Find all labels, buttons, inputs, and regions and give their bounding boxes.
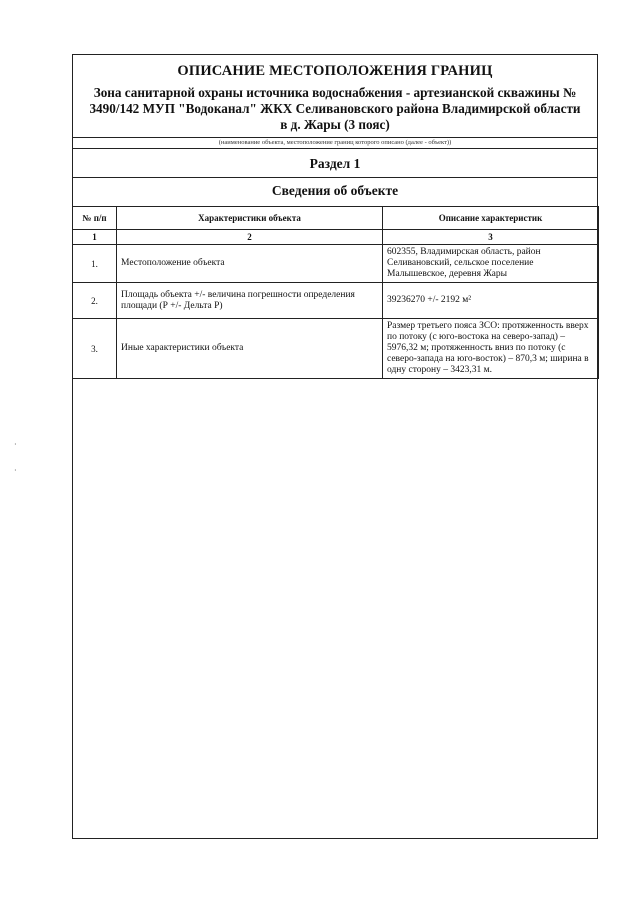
document-frame xyxy=(72,54,598,839)
row-number: 3. xyxy=(73,319,117,379)
row-number: 1. xyxy=(73,245,117,283)
column-header: № п/п xyxy=(73,207,117,230)
document-title: ОПИСАНИЕ МЕСТОПОЛОЖЕНИЯ ГРАНИЦ xyxy=(177,63,493,79)
table-header-row xyxy=(73,207,599,230)
object-name-line: в д. Жары (3 пояс) xyxy=(280,117,390,132)
row-description: 39236270 +/- 2192 м² xyxy=(383,283,599,319)
object-info-table xyxy=(72,206,599,379)
scan-mark: · xyxy=(14,440,17,449)
column-header: Характеристики объекта xyxy=(117,207,383,230)
row-characteristic: Иные характеристики объекта xyxy=(117,319,383,379)
scan-mark: · xyxy=(14,466,17,475)
object-name-line: Зона санитарной охраны источника водоснабжения - артезианской скважины № xyxy=(93,85,577,100)
column-header: Описание характеристик xyxy=(383,207,599,230)
object-name xyxy=(77,85,593,133)
row-number: 2. xyxy=(73,283,117,319)
info-heading: Сведения об объекте xyxy=(271,183,399,198)
column-index-row xyxy=(73,230,599,245)
divider xyxy=(73,148,597,149)
table-row xyxy=(73,283,599,319)
row-description: 602355, Владимирская область, район Селивановский, сельское поселение Малышевское, деревня Жары xyxy=(383,245,599,283)
divider xyxy=(73,137,597,138)
table-row xyxy=(73,245,599,283)
column-index: 1 xyxy=(73,230,117,245)
row-description: Размер третьего пояса ЗСО: протяженность вверх по потоку (с юго-востока на северо-запад) – 5976,32 м; протяженность вниз по потоку (с северо-запада на юго-восток) – 870,3 м; ширина в одну сторону – 3423,31 м. xyxy=(383,319,599,379)
object-name-line: 3490/142 МУП "Водоканал" ЖКХ Селивановского района Владимирской области xyxy=(89,101,581,116)
divider xyxy=(73,177,597,178)
row-characteristic: Площадь объекта +/- величина погрешности определения площади (Р +/- Дельта Р) xyxy=(117,283,383,319)
table-row xyxy=(73,319,599,379)
column-index: 2 xyxy=(117,230,383,245)
object-caption: (наименование объекта, местоположение границ которого описано (далее - объект)) xyxy=(218,139,452,146)
section-title: Раздел 1 xyxy=(309,156,361,171)
row-characteristic: Местоположение объекта xyxy=(117,245,383,283)
column-index: 3 xyxy=(383,230,599,245)
